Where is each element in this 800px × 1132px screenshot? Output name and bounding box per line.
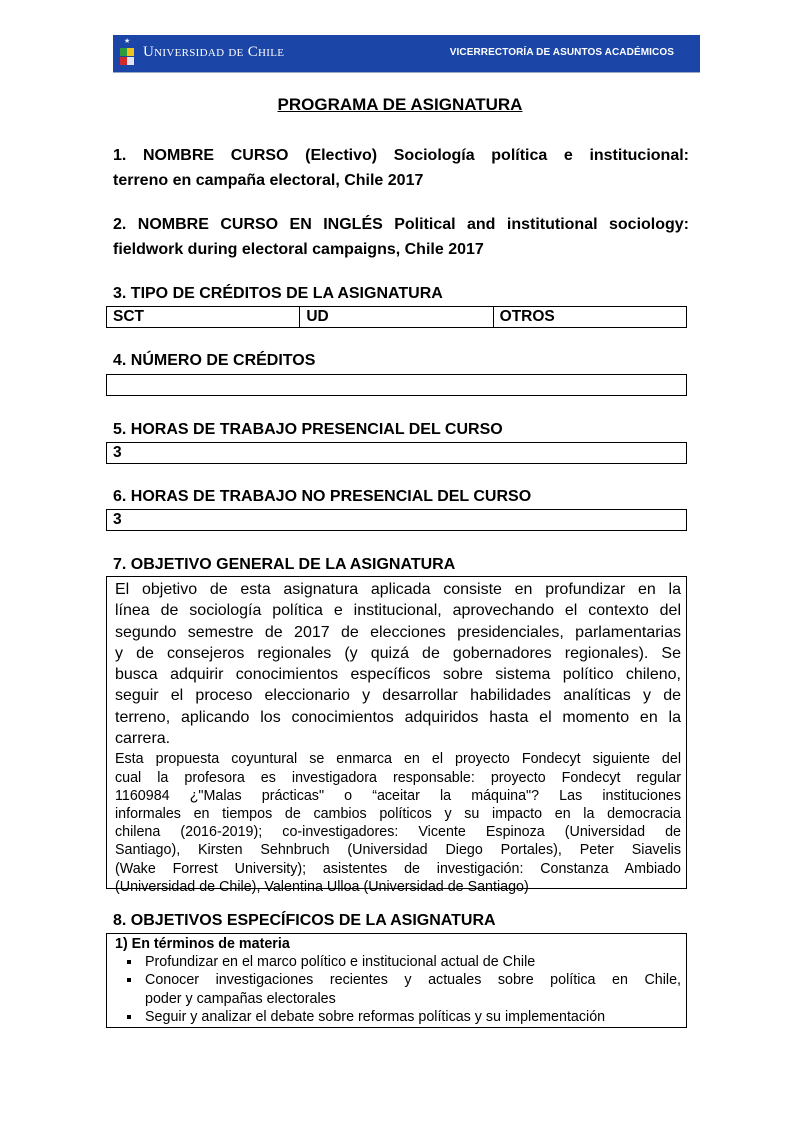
credit-type-otros: OTROS [499,308,555,325]
logo-quadrant-white [127,57,134,65]
section-1-course-name [113,143,689,193]
fondecyt-project-paragraph [115,750,681,896]
bullet-icon [127,978,131,982]
institution-header-banner [113,35,700,73]
text-line: segundo semestre de 2017 de elecciones presidenciales, parlamentarias [115,623,681,641]
text-line: carrera. [115,730,171,748]
list-item [115,953,681,971]
section-2-line: fieldwork during electoral campaigns, Chile 2017 [113,241,484,258]
text-line: busca adquirir conocimientos específicos sobre sistema político chileno, [115,666,681,684]
text-line: chilena (2016-2019); co-investigadores: Vicente Espinoza (Universidad de [115,824,681,841]
section-8-heading: 8. OBJETIVOS ESPECÍFICOS DE LA ASIGNATURA [113,912,496,929]
list-item [115,971,681,1007]
department-name: VICERRECTORÍA DE ASUNTOS ACADÉMICOS [449,47,674,58]
credit-type-table [106,306,687,328]
specific-objectives-subheading: 1) En términos de materia [115,936,290,952]
star-icon: ★ [124,38,131,45]
text-line: y de consejeros regionales (y quizá de gobernadores regionales). Se [115,644,681,662]
section-7-heading: 7. OBJETIVO GENERAL DE LA ASIGNATURA [113,556,456,573]
text-line: cual la profesora es investigadora responsable: proyecto Fondecyt regular [115,769,681,786]
bullet-icon [127,1015,131,1019]
credit-type-ud: UD [300,307,493,327]
section-3-heading: 3. TIPO DE CRÉDITOS DE LA ASIGNATURA [113,285,443,302]
text-line: El objetivo de esta asignatura aplicada consiste en profundizar en la [115,581,681,598]
section-2-line: 2. NOMBRE CURSO EN INGLÉS Political and institutional sociology: [113,216,689,233]
text-line: Conocer investigaciones recientes y actuales sobre política en Chile, [145,972,681,989]
university-name: Universidad de Chile [143,44,285,60]
specific-objectives-box [106,933,687,1028]
text-line: (Wake Forrest University); asistentes de investigación: Constanza Ambiado [115,860,681,877]
text-line: línea de sociología política e institucional, aprovechando el contexto del [115,602,681,620]
logo-quadrant-yellow [127,48,134,56]
section-6-heading: 6. HORAS DE TRABAJO NO PRESENCIAL DEL CURSO [113,488,532,505]
university-logo-icon [118,38,136,69]
remote-hours-field: 3 [106,509,687,531]
text-line: Esta propuesta coyuntural se enmarca en el proyecto Fondecyt siguiente del [115,751,681,768]
bullet-icon [127,960,131,964]
document-title: PROGRAMA DE ASIGNATURA [277,95,523,114]
section-2-course-name-english [113,212,689,262]
in-person-hours-field: 3 [106,442,687,464]
list-item [115,1008,681,1026]
section-1-line: terreno en campaña electoral, Chile 2017 [113,172,424,189]
section-5-heading: 5. HORAS DE TRABAJO PRESENCIAL DEL CURSO [113,421,503,438]
text-line: poder y campañas electorales [145,990,336,1007]
section-4-heading: 4. NÚMERO DE CRÉDITOS [113,352,316,369]
text-line: informales en tiempos de cambios políticos y su impacto en la democracia [115,805,681,822]
number-of-credits-field [106,374,687,396]
text-line: Profundizar en el marco político e institucional actual de Chile [145,954,536,971]
text-line: (Universidad de Chile), Valentina Ulloa (Universidad de Santiago) [115,878,529,895]
text-line: seguir el proceso eleccionario y desarrollar habilidades analíticas y de [115,687,681,705]
text-line: terreno, aplicando los conocimientos adquiridos hasta el momento en la [115,708,681,726]
general-objective-box [106,576,687,895]
text-line: Santiago), Kirsten Sehnbruch (Universidad Diego Portales), Peter Siavelis [115,842,681,859]
section-1-line: 1. NOMBRE CURSO (Electivo) Sociología política e institucional: [113,147,689,164]
logo-quadrant-green [120,48,127,56]
text-line: 1160984 ¿"Malas prácticas" o “aceitar la máquina"? Las instituciones [115,787,681,804]
credit-type-sct: SCT [107,307,300,327]
text-line: Seguir y analizar el debate sobre reformas políticas y su implementación [145,1008,606,1025]
logo-quadrant-red [120,57,127,65]
general-objective-paragraph [115,579,681,749]
